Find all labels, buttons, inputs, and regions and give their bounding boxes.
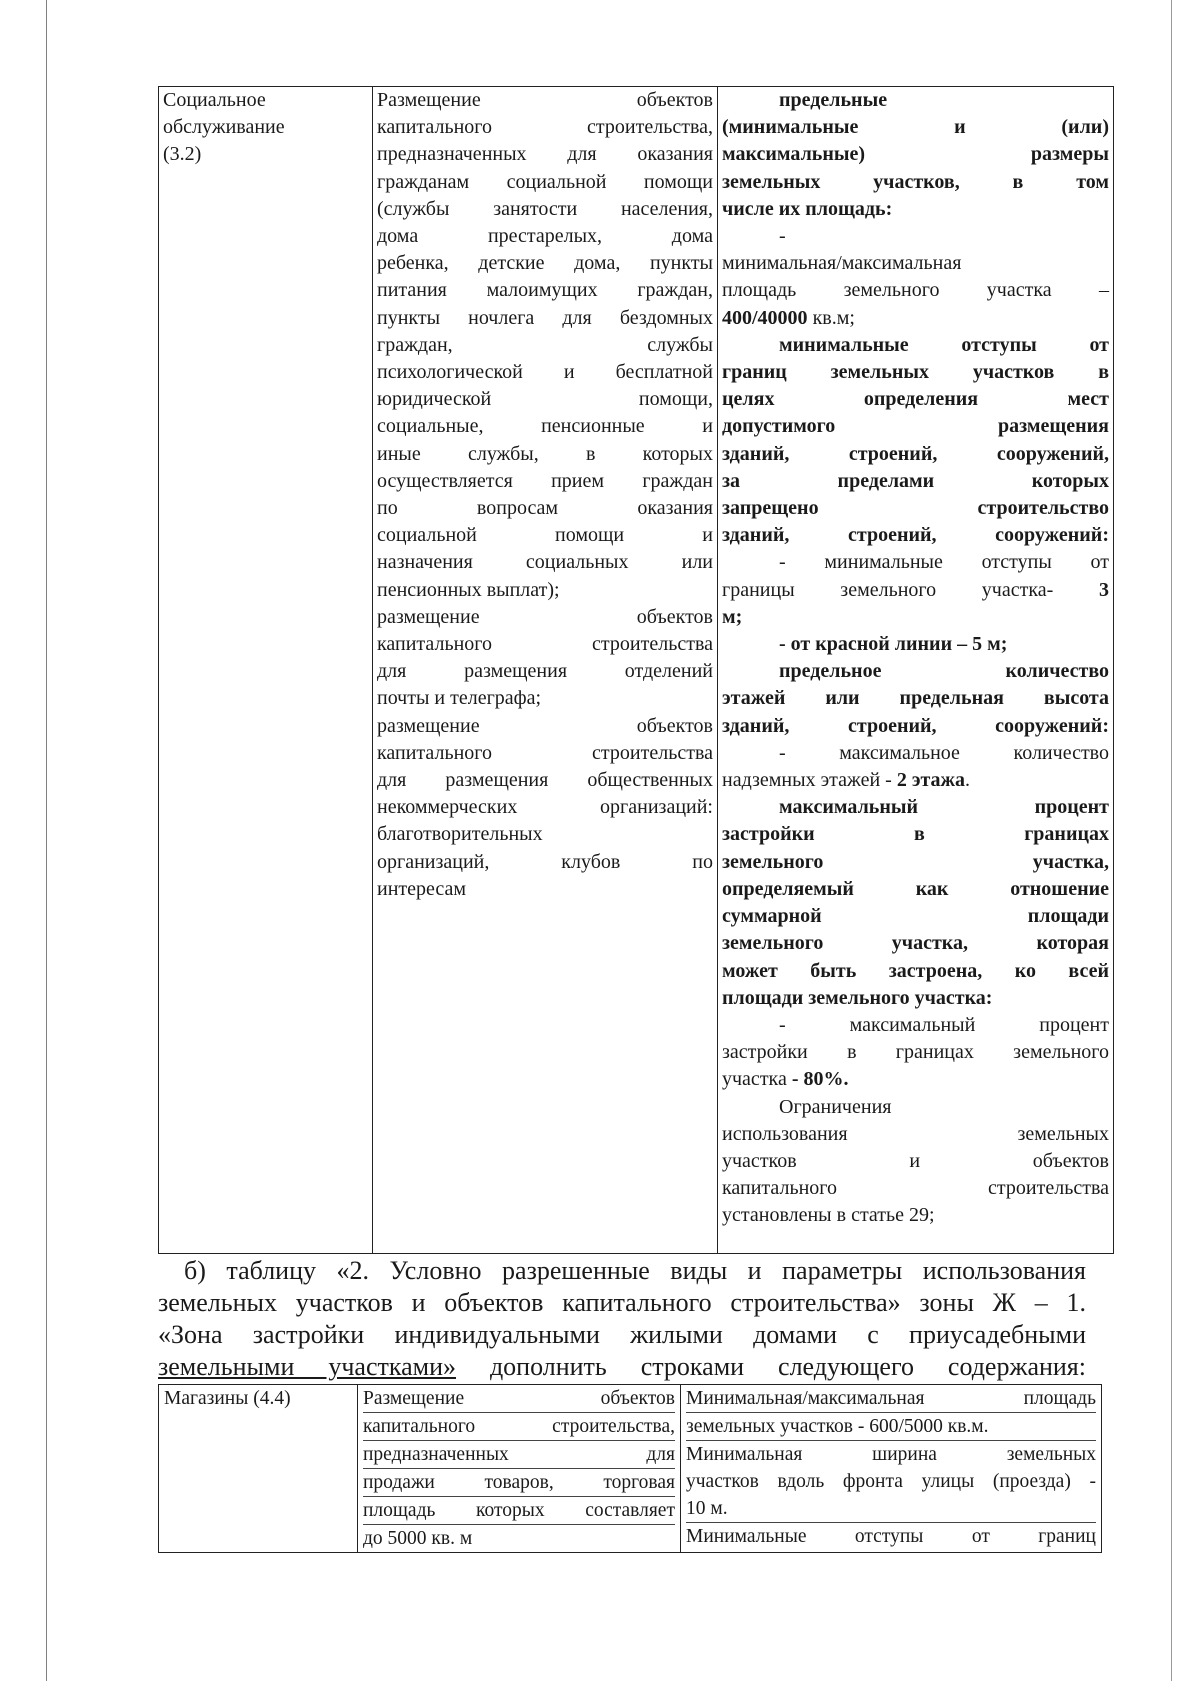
param-line	[722, 849, 1109, 876]
description-line: до 5000 кв. м	[363, 1528, 473, 1549]
param-line: минимальная/максимальная	[722, 252, 962, 275]
description-line: иные службы, в которых	[377, 442, 713, 465]
param-text: предельное количество	[779, 660, 1109, 683]
param-line	[722, 413, 1109, 440]
paragraph-line	[158, 1351, 1086, 1383]
param-text: зданий, строений, сооружений:	[722, 524, 1109, 547]
paragraph-line: б) таблицу «2. Условно разрешенные виды и параметры использования	[184, 1256, 1086, 1285]
param-line	[722, 495, 1109, 522]
param-line	[722, 930, 1109, 957]
land-use-table-2	[158, 1384, 1102, 1553]
description-line: осуществляется прием граждан	[377, 469, 713, 492]
param-line	[722, 305, 1109, 332]
param-line	[722, 604, 1109, 631]
param-line: площадь земельного участка –	[722, 279, 1109, 302]
param-line	[722, 821, 1109, 848]
param-line	[722, 468, 1109, 495]
param-line: земельных участков - 600/5000 кв.м.	[686, 1413, 1096, 1441]
description-line: пункты ночлега для бездомных	[377, 306, 713, 329]
use-type-code: (3.2)	[163, 143, 202, 166]
param-text: минимальные отступы от	[779, 333, 1109, 356]
param-line: Минимальная ширина земельных	[686, 1444, 1096, 1465]
description-line: благотворительных	[377, 823, 543, 846]
param-text: кв.м;	[807, 306, 855, 329]
param-line	[722, 958, 1109, 985]
description-line: предназначенных для оказания	[377, 143, 713, 166]
param-line: застройки в границах земельного	[722, 1041, 1109, 1064]
param-text: числе их площадь:	[722, 197, 893, 220]
description-line: гражданам социальной помощи	[377, 170, 713, 193]
param-text: земельного участка, которая	[722, 932, 1109, 955]
param-line: 10 м.	[686, 1495, 1096, 1523]
param-line	[722, 332, 1109, 359]
param-text: 3	[1099, 578, 1110, 601]
param-line	[722, 876, 1109, 903]
parameters-cell	[718, 87, 1114, 1254]
param-line: Минимальные отступы от границ	[686, 1526, 1096, 1547]
description-line: социальные, пенсионные и	[377, 415, 713, 438]
description-line: для размещения отделений	[377, 660, 713, 683]
description-line: организаций, клубов по	[377, 850, 713, 873]
param-line	[722, 631, 1109, 658]
description-line: капитального строительства	[377, 633, 713, 656]
param-text: участка	[722, 1068, 792, 1091]
param-line: капитального строительства	[722, 1177, 1109, 1200]
param-text: 2 этажа	[896, 769, 966, 792]
param-line	[722, 685, 1109, 712]
scan-edge-right	[1171, 0, 1172, 1681]
use-description-cell	[358, 1385, 681, 1553]
param-line: - максимальное количество	[779, 741, 1109, 764]
param-line	[722, 169, 1109, 196]
description-line: пенсионных выплат);	[377, 578, 560, 601]
param-line	[722, 141, 1109, 168]
description-line: психологической и бесплатной	[377, 361, 713, 384]
param-text: этажей или предельная высота	[722, 687, 1109, 710]
param-text: границ земельных участков в	[722, 361, 1109, 384]
param-text: площади земельного участка:	[722, 986, 993, 1009]
param-line	[722, 386, 1109, 413]
param-line: - максимальный процент	[779, 1013, 1109, 1036]
param-line	[722, 196, 1109, 223]
description-line: площадь которых составляет	[363, 1497, 675, 1525]
description-line: Размещение объектов	[363, 1385, 675, 1413]
param-line	[722, 577, 1109, 604]
param-text: за пределами которых	[722, 469, 1109, 492]
use-type-cell	[159, 87, 373, 1254]
description-line: почты и телеграфа;	[377, 687, 542, 710]
param-text: может быть застроена, ко всей	[722, 959, 1109, 982]
param-line	[722, 522, 1109, 549]
param-text: зданий, строений, сооружений:	[722, 714, 1109, 737]
param-line	[722, 1066, 1109, 1093]
param-text: - 80%.	[791, 1068, 849, 1091]
description-line: социальной помощи и	[377, 524, 713, 547]
land-use-table-1	[158, 86, 1114, 1254]
description-line: питания малоимущих граждан,	[377, 279, 713, 302]
use-description-cell	[373, 87, 718, 1254]
param-line: -	[779, 225, 786, 248]
param-line: участков и объектов	[722, 1149, 1109, 1172]
param-text: застройки в границах	[722, 823, 1109, 846]
param-line: Минимальная/максимальная площадь	[686, 1385, 1096, 1413]
description-line: размещение объектов	[377, 605, 713, 628]
param-line	[722, 441, 1109, 468]
description-line: капитального строительства,	[377, 116, 713, 139]
scan-edge-left	[46, 0, 47, 1681]
param-text: .	[965, 769, 971, 792]
param-text: надземных этажей -	[722, 769, 897, 792]
paragraph-line: земельных участков и объектов капитального строительства» зоны Ж – 1.	[158, 1288, 1086, 1317]
use-type-line: Магазины (4.4)	[164, 1388, 291, 1409]
description-line: продажи товаров, торговая	[363, 1469, 675, 1497]
param-text: суммарной площади	[722, 905, 1109, 928]
param-text: зданий, строений, сооружений,	[722, 442, 1109, 465]
paragraph-underlined-text: земельными участками»	[158, 1352, 456, 1381]
param-text: земельных участков, в том	[722, 170, 1109, 193]
paragraph-line: «Зона застройки индивидуальными жилыми домами с приусадебными	[158, 1320, 1086, 1349]
description-line: граждан, службы	[377, 333, 713, 356]
param-line	[722, 658, 1109, 685]
description-line: интересам	[377, 877, 467, 900]
description-line: (службы занятости населения,	[377, 197, 713, 220]
param-text: запрещено строительство	[722, 497, 1109, 520]
description-line: ребенка, детские дома, пункты	[377, 252, 713, 275]
table-row	[159, 1385, 1102, 1553]
param-text: (минимальные и (или)	[722, 116, 1109, 139]
description-line: размещение объектов	[377, 714, 713, 737]
param-line: Ограничения	[779, 1095, 892, 1118]
description-line: капитального строительства,	[363, 1413, 675, 1441]
param-text: максимальный процент	[779, 796, 1109, 819]
param-text: максимальные) размеры	[722, 143, 1109, 166]
paragraph-text: дополнить строками следующего содержания:	[456, 1352, 1086, 1381]
description-line: юридической помощи,	[377, 388, 713, 411]
param-text: земельного участка,	[722, 850, 1109, 873]
param-text: - от красной линии – 5 м;	[779, 633, 1008, 656]
description-line: дома престарелых, дома	[377, 225, 713, 248]
param-text: м;	[722, 605, 743, 628]
description-line: назначения социальных или	[377, 551, 713, 574]
description-line: предназначенных для	[363, 1441, 675, 1469]
use-type-cell	[159, 1385, 358, 1553]
param-line	[722, 87, 1109, 114]
description-line: капитального строительства	[377, 741, 713, 764]
param-line	[722, 794, 1109, 821]
description-line: Размещение объектов	[377, 89, 713, 111]
table-row	[159, 87, 1114, 1254]
param-line	[722, 767, 1109, 794]
param-text: границы земельного участка-	[722, 578, 1054, 601]
param-text: предельные	[779, 89, 888, 111]
param-line	[722, 114, 1109, 141]
amendment-paragraph	[158, 1255, 1086, 1383]
description-line: некоммерческих организаций:	[377, 796, 713, 819]
param-text: 400/40000	[722, 306, 808, 329]
param-line	[722, 985, 1109, 1012]
param-line: установлены в статье 29;	[722, 1204, 935, 1227]
param-line: - минимальные отступы от	[779, 551, 1109, 574]
param-text: целях определения мест	[722, 388, 1109, 411]
parameters-cell	[681, 1385, 1102, 1553]
param-line: участков вдоль фронта улицы (проезда) -	[686, 1471, 1096, 1492]
param-line	[722, 713, 1109, 740]
param-text: допустимого размещения	[722, 415, 1109, 438]
param-line: использования земельных	[722, 1122, 1109, 1145]
description-line: для размещения общественных	[377, 769, 713, 792]
use-type-line: Социальное	[163, 89, 266, 111]
use-type-line: обслуживание	[163, 116, 285, 139]
param-text: определяемый как отношение	[722, 877, 1109, 900]
param-line	[722, 359, 1109, 386]
description-line: по вопросам оказания	[377, 497, 713, 520]
param-line	[722, 903, 1109, 930]
